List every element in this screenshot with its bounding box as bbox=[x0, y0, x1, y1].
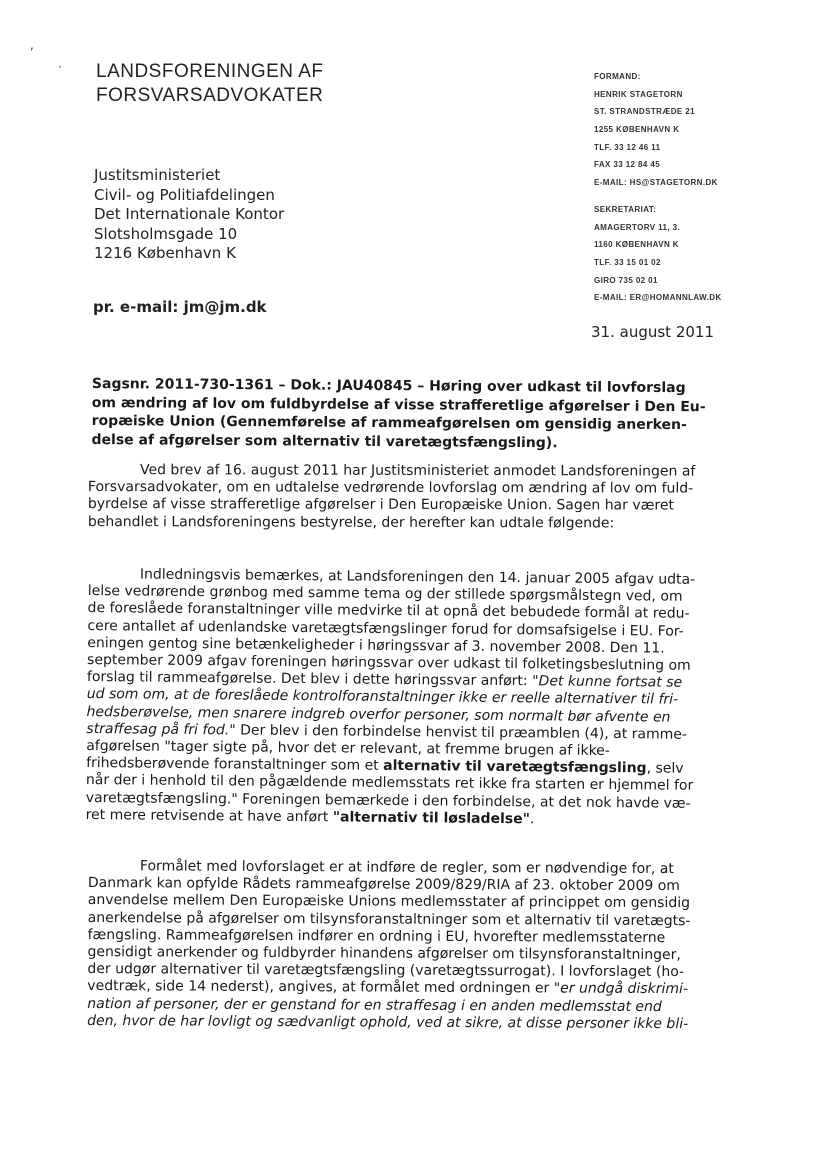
text-run: . bbox=[529, 811, 535, 828]
paragraph-line: lelse vedrørende grønbog med samme tema og der stillede spørgsmålstegn ved, om bbox=[87, 583, 683, 605]
subject-heading bbox=[91, 375, 766, 454]
paragraph-line: de foreslåede foranstaltninger ville medvirke til at opnå det bebudede formål at redu- bbox=[87, 600, 690, 623]
quote-run: "Det kunne fortsat se bbox=[532, 673, 683, 691]
paragraph-line: når der i henhold til den pågældende medlemsstats ret ikke fra starten er hjemmel for bbox=[85, 772, 694, 795]
paragraph-line: Danmark kan opfylde Rådets rammeafgørelse 2009/829/RIA af 23. oktober 2009 om bbox=[87, 875, 680, 895]
recipient-line: Civil- og Politiafdelingen bbox=[94, 185, 275, 204]
paragraph-line: ud som om, at de foreslåede kontrolforanstaltninger ikke er reelle alternativer til fri- bbox=[86, 686, 679, 709]
formand-city: 1255 KØBENHAVN K bbox=[594, 125, 680, 135]
paragraph-purpose bbox=[87, 858, 772, 1034]
text-run: frihedsberøvende foranstaltninger som et bbox=[86, 755, 384, 775]
quote-run: "er undgå diskrimi- bbox=[553, 980, 688, 998]
quote-run: straffesag på fri fod." bbox=[86, 720, 236, 739]
subject-line: Sagsnr. 2011-730-1361 – Dok.: JAU40845 – Høring over udkast til lovforslag bbox=[91, 375, 686, 397]
paragraph-line: den, hvor de har lovligt og sædvanligt ophold, ved at sikre, at disse personer ikke bli- bbox=[87, 1012, 689, 1032]
paragraph-line: byrdelse af visse strafferetlige afgørelser i Den Europæiske Union. Sagen har været bbox=[87, 496, 674, 514]
paragraph-line: september 2009 afgav foreningen høringssvar over udkast til folketingsbeslutning om bbox=[87, 652, 691, 674]
formand-fax: FAX 33 12 84 45 bbox=[594, 160, 661, 170]
recipient-address bbox=[94, 166, 284, 264]
bold-run: "alternativ til løsladelse" bbox=[332, 809, 530, 828]
recipient-line: Justitsministeriet bbox=[94, 166, 221, 184]
subject-line: om ændring af lov om fuldbyrdelse af visse strafferetlige afgørelser i Den Eu- bbox=[91, 394, 706, 415]
paragraph-line: nation af personer, der er genstand for en straffesag i en anden medlemsstat end bbox=[87, 995, 662, 1015]
text-run: forslag til rammeafgørelse. Det blev i dette høringssvar anført: bbox=[86, 669, 533, 690]
paragraph-line: Indledningsvis bemærkes, at Landsforeningen den 14. januar 2005 afgav udta- bbox=[139, 566, 696, 588]
text-run: vedtræk, side 14 nederst), angives, at formålet med ordningen er bbox=[87, 978, 554, 997]
paragraph-intro bbox=[88, 462, 772, 533]
paragraph-line: hedsberøvelse, men snarere indgreb overfor personer, som normalt bør afvente en bbox=[86, 703, 671, 726]
organization-name-line: FORSVARSADVOKATER bbox=[96, 85, 324, 106]
margin-mark: , bbox=[30, 38, 34, 52]
paragraph-line: Ved brev af 16. august 2011 har Justitsministeriet anmodet Landsforeningen af bbox=[139, 462, 696, 480]
text-run: , selv bbox=[646, 760, 684, 777]
formand-heading: FORMAND: bbox=[594, 72, 641, 81]
formand-phone: TLF. 33 12 46 11 bbox=[594, 142, 661, 152]
paragraph-line: gensidigt anerkender og fuldbyrder hinandens afgørelser om tilsynsforanstaltninger, bbox=[87, 944, 681, 964]
sekretariat-phone: TLF. 33 15 01 02 bbox=[594, 257, 661, 267]
paragraph-line: anvendelse mellem Den Europæiske Unions medlemsstater af princippet om gensidig bbox=[87, 892, 691, 912]
letterhead-contact-sidebar bbox=[594, 68, 722, 307]
recipient-line: 1216 København K bbox=[94, 244, 236, 262]
organization-name-line: LANDSFORENINGEN AF bbox=[96, 61, 324, 82]
formand-email: E-MAIL: HS@STAGETORN.DK bbox=[594, 178, 718, 188]
paragraph-line: afgørelsen "tager sigte på, hvor det er relevant, at fremme brugen af ikke- bbox=[86, 738, 610, 760]
paragraph-line: varetægtsfængsling." Foreningen bemærkede i den forbindelse, at det nok havde væ- bbox=[85, 789, 691, 812]
paragraph-line: behandlet i Landsforeningens bestyrelse, der herefter kan udtale følgende: bbox=[87, 513, 615, 531]
sekretariat-heading: SEKRETARIAT: bbox=[594, 204, 657, 214]
sekretariat-email: E-MAIL: ER@HOMANNLAW.DK bbox=[594, 293, 722, 303]
delivery-email: pr. e-mail: jm@jm.dk bbox=[93, 298, 267, 316]
paragraph-line: der udgør alternativer til varetægtsfængsling (varetægtssurrogat). I lovforslaget (ho- bbox=[87, 961, 685, 981]
text-run: ret mere retvisende at have anført bbox=[85, 806, 333, 826]
formand-name: HENRIK STAGETORN bbox=[594, 89, 683, 99]
paragraph-line: cere antallet af udenlandske varetægtsfængslinger forud for domsafsigelse i EU. For- bbox=[87, 617, 684, 640]
sekretariat-city: 1160 KØBENHAVN K bbox=[594, 240, 679, 250]
paragraph-line: eningen gentog sine betænkeligheder i høringssvar af 3. november 2008. Den 11. bbox=[87, 634, 665, 657]
organization-name bbox=[96, 60, 324, 108]
paragraph-line: fængsling. Rammeafgørelsen indfører en ordning i EU, hvorefter medlemsstaterne bbox=[87, 926, 666, 946]
sekretariat-giro: GIRO 735 02 01 bbox=[594, 275, 658, 285]
sekretariat-address: AMAGERTORV 11, 3. bbox=[594, 222, 681, 232]
subject-line: delse af afgørelser som alternativ til varetægtsfængsling). bbox=[91, 431, 558, 451]
bold-run: alternativ til varetægtsfængsling bbox=[383, 758, 647, 777]
recipient-line: Slotsholmsgade 10 bbox=[94, 224, 238, 243]
letter-date: 31. august 2011 bbox=[591, 323, 714, 341]
paragraph-line: Forsvarsadvokater, om en udtalelse vedrørende lovforslag om ændring af lov om fuld- bbox=[87, 479, 694, 497]
paragraph-line: Formålet med lovforslaget er at indføre de regler, som er nødvendige for, at bbox=[139, 858, 674, 878]
recipient-line: Det Internationale Kontor bbox=[94, 205, 285, 223]
subject-line: ropæiske Union (Gennemførelse af rammeafgørelsen om gensidig anerken- bbox=[91, 412, 687, 434]
sidebar-spacer bbox=[594, 192, 722, 201]
text-run: Der blev i den forbindelse henvist til præamblen (4), at ramme- bbox=[235, 722, 688, 743]
formand-address: ST. STRANDSTRÆDE 21 bbox=[594, 107, 695, 117]
paragraph-background bbox=[86, 566, 772, 831]
margin-mark: · bbox=[58, 60, 62, 74]
paragraph-line: anerkendelse på afgørelser om tilsynsforanstaltninger som et alternativ til varetægts- bbox=[87, 909, 691, 929]
